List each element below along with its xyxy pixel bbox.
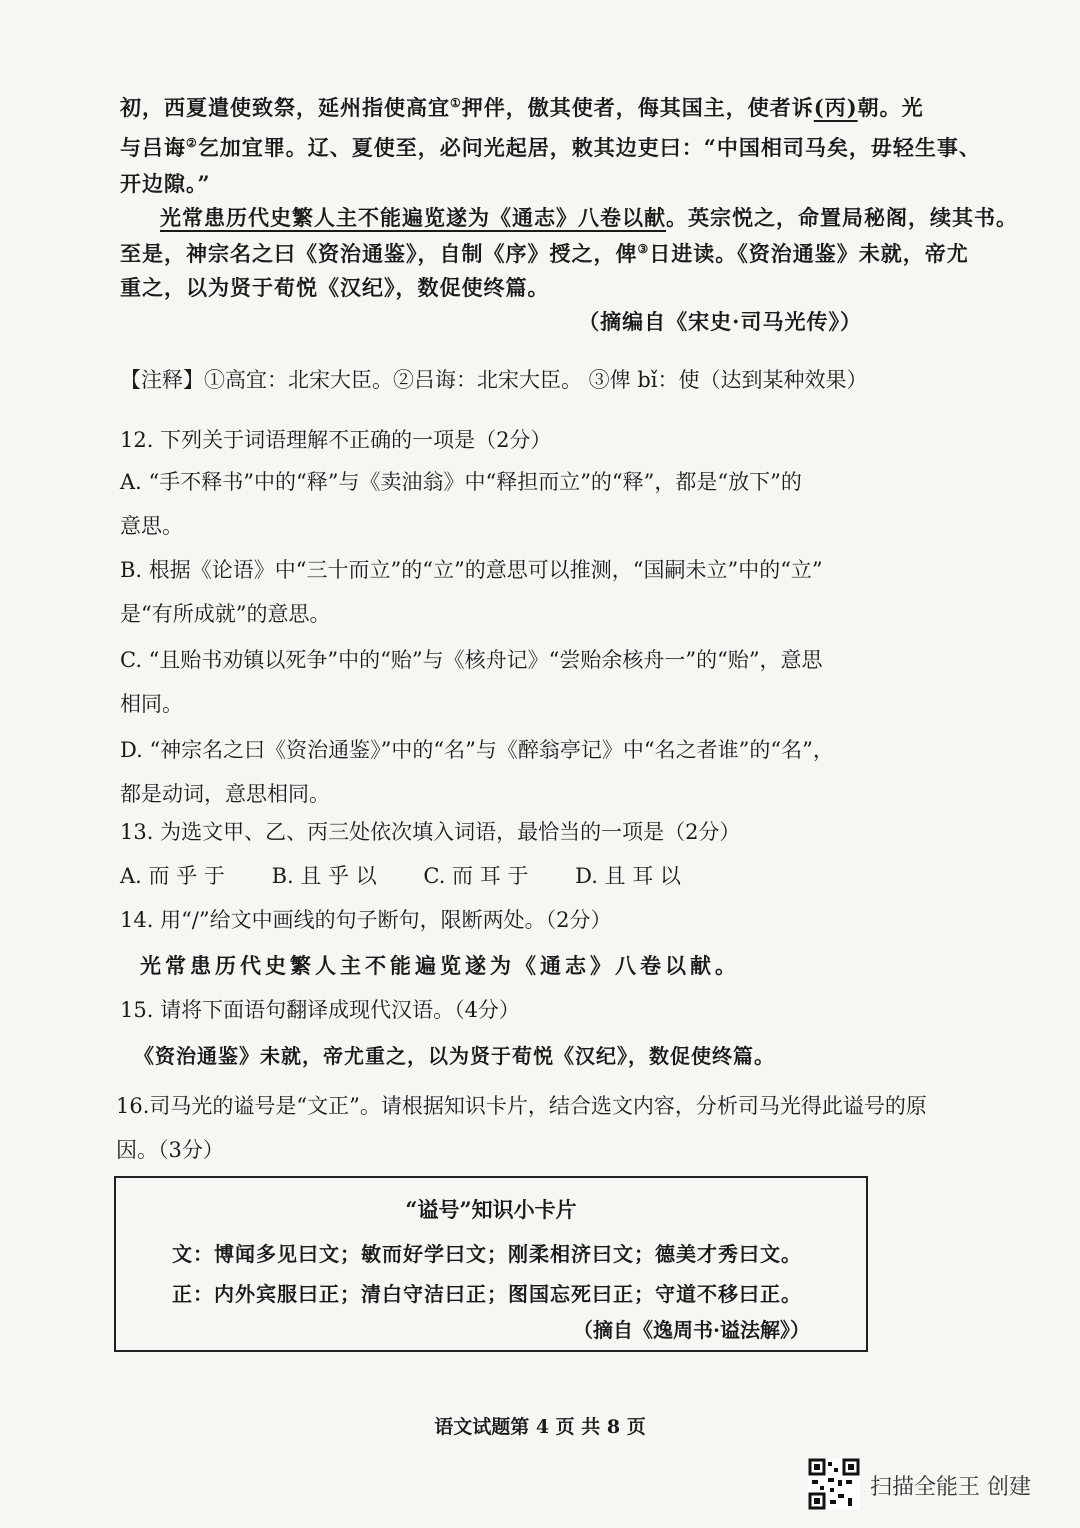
q12-option-a-cont: 意思。 (120, 514, 183, 538)
passage-text: 朝。光 (857, 95, 924, 120)
passage-line-4 (160, 202, 1018, 232)
passage-text: 押伴，傲其使者，侮其国主，使者诉 (461, 95, 814, 120)
q14-sentence: 光常患历代史繁人主不能遍览遂为《通志》八卷以献。 (140, 953, 740, 978)
underlined-sentence: 光常患历代史繁人主不能遍览遂为《通志》八卷以献 (160, 205, 666, 230)
q13-option: D. 且 耳 以 (575, 864, 681, 888)
q13-option: B. 且 乎 以 (271, 864, 377, 888)
passage-line-2 (120, 132, 981, 162)
page-footer: 语文试题第 4 页 共 8 页 (434, 1416, 646, 1438)
scanner-watermark: 扫描全能王 创建 (870, 1475, 1031, 1500)
notes: 【注释】①高宜：北宋大臣。②吕诲：北宋大臣。 ③俾 bǐ：使（达到某种效果） (120, 368, 868, 392)
q16-stem-cont: 因。（3分） (116, 1138, 224, 1162)
card-title: “谥号”知识小卡片 (405, 1197, 577, 1222)
passage-text: 至是，神宗名之曰《资治通鉴》，自制《序》授之，俾 (120, 241, 638, 266)
passage-text: 与吕诲 (120, 135, 186, 160)
passage-line-5 (120, 238, 969, 268)
q12-option-c-cont: 相同。 (120, 692, 183, 716)
passage-text: 初，西夏遣使致祭，延州指使高宜 (120, 95, 450, 120)
q15-stem: 15. 请将下面语句翻译成现代汉语。（4分） (120, 998, 520, 1022)
passage-text: 。英宗悦之，命置局秘阁，续其书。 (666, 205, 1018, 230)
q16-stem: 16.司马光的谥号是“文正”。请根据知识卡片，结合选文内容，分析司马光得此谥号的原 (116, 1094, 927, 1118)
note-marker: ③ (637, 242, 650, 256)
q12-option-c: C. “且贻书劝镇以死争”中的“贻”与《核舟记》“尝贻余核舟一”的“贻”，意思 (120, 648, 823, 672)
card-source: （摘自《逸周书·谥法解》） (573, 1318, 810, 1342)
q13-options (120, 860, 890, 890)
q12-option-b: B. 根据《论语》中“三十而立”的“立”的意思可以推测，“国嗣未立”中的“立” (120, 558, 823, 582)
q14-stem: 14. 用“/”给文中画线的句子断句，限断两处。（2分） (120, 908, 612, 932)
q12-option-a: A. “手不释书”中的“释”与《卖油翁》中“释担而立”的“释”，都是“放下”的 (120, 470, 802, 494)
passage-source: （摘编自《宋史·司马光传》） (578, 309, 862, 334)
q15-sentence: 《资治通鉴》未就，帝尤重之，以为贤于荀悦《汉纪》，数促使终篇。 (134, 1044, 775, 1068)
knowledge-card (114, 1176, 868, 1352)
passage-line-1 (120, 92, 924, 122)
q12-option-b-cont: 是“有所成就”的意思。 (120, 602, 331, 626)
passage-line-3: 开边隙。” (120, 171, 211, 196)
passage-text: 乞加宜罪。辽、夏使至，必问光起居，敕其边吏曰：“中国相司马矣，毋轻生事、 (197, 135, 981, 160)
q12-option-d: D. “神宗名之曰《资治通鉴》”中的“名”与《醉翁亭记》中“名之者谁”的“名”， (120, 738, 834, 762)
note-marker: ① (450, 96, 462, 110)
q12-option-d-cont: 都是动词，意思相同。 (120, 782, 330, 806)
qr-code-icon (808, 1458, 860, 1510)
passage-text: 日进读。《资治通鉴》未就，帝尤 (649, 241, 969, 266)
passage-line-6: 重之，以为贤于荀悦《汉纪》，数促使终篇。 (120, 275, 550, 300)
q12-stem: 12. 下列关于词语理解不正确的一项是（2分） (120, 428, 552, 452)
card-wen: 文：博闻多见曰文；敏而好学曰文；刚柔相济曰文；德美才秀曰文。 (172, 1242, 802, 1266)
q13-option: A. 而 乎 于 (120, 864, 225, 888)
blank-c: (丙) (813, 95, 858, 120)
note-marker: ② (186, 136, 198, 150)
card-zheng: 正：内外宾服曰正；清白守洁曰正；图国忘死曰正；守道不移曰正。 (172, 1282, 802, 1306)
q13-option: C. 而 耳 于 (423, 864, 529, 888)
q13-stem: 13. 为选文甲、乙、丙三处依次填入词语，最恰当的一项是（2分） (120, 820, 741, 844)
